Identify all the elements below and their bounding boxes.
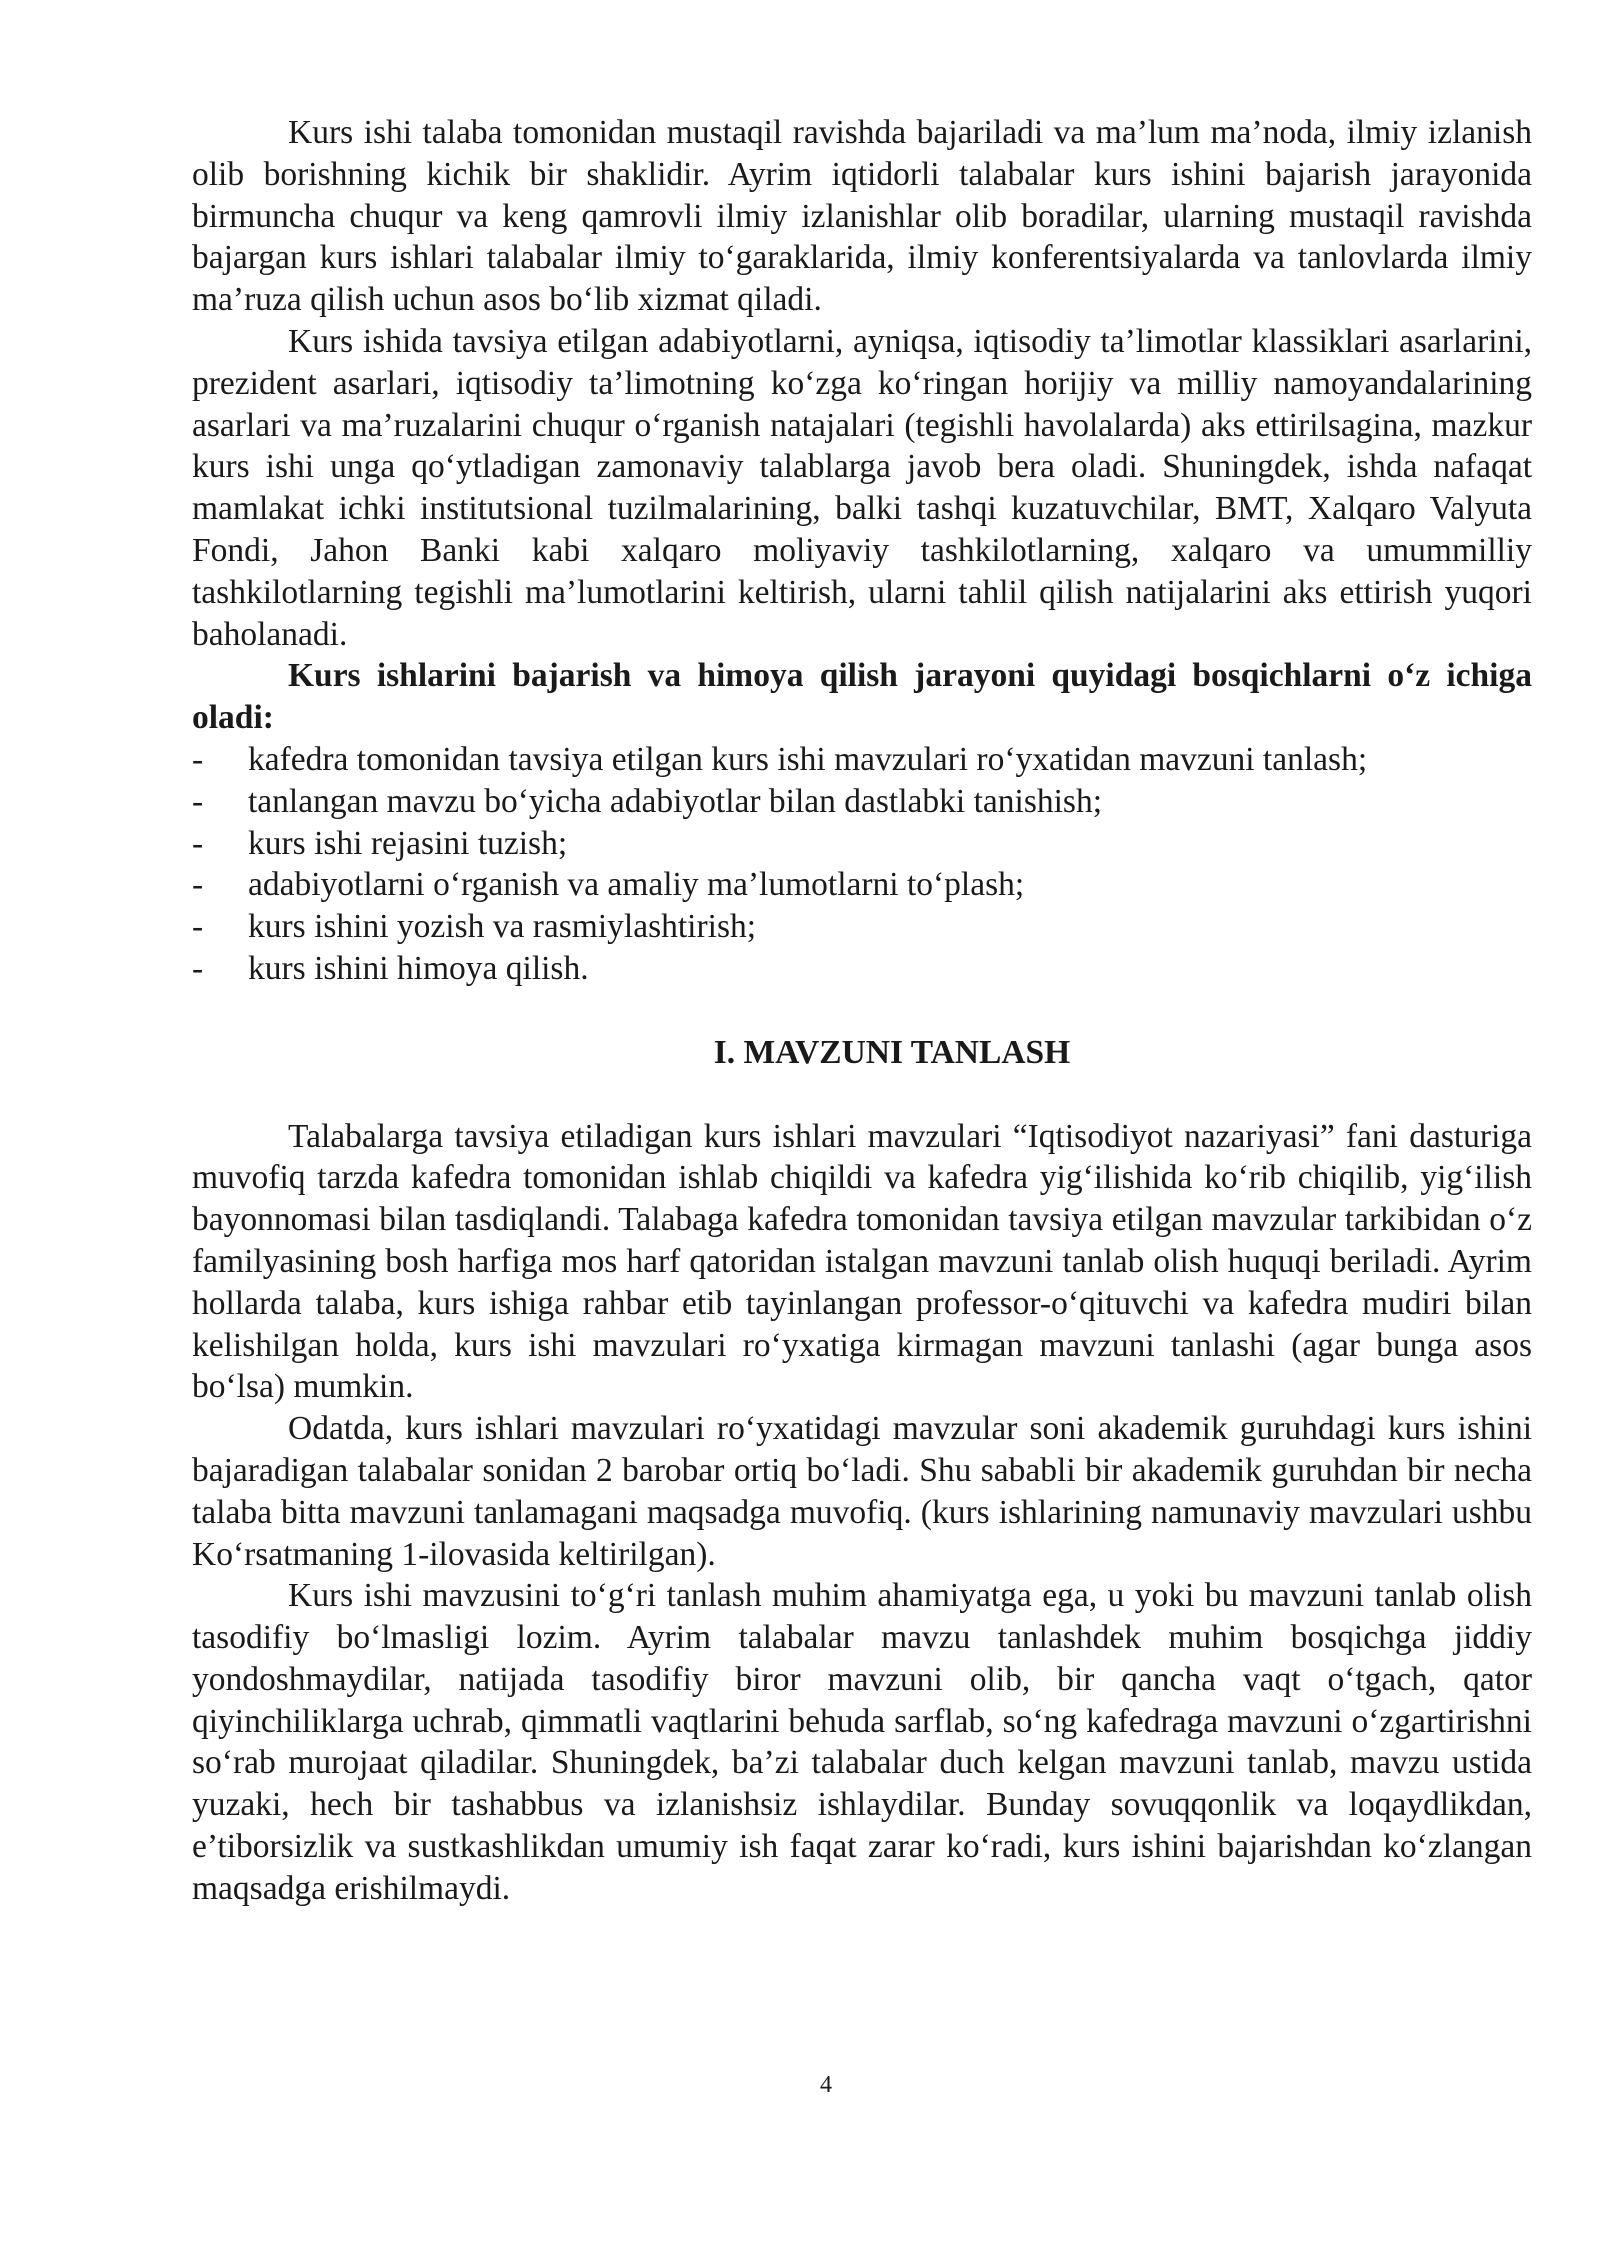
list-item bbox=[192, 739, 1532, 781]
list-item bbox=[192, 948, 1532, 990]
list-item-text: kurs ishini himoya qilish. bbox=[248, 949, 589, 987]
list-item-text: tanlangan mavzu bo‘yicha adabiyotlar bilan dastlabki tanishish; bbox=[248, 782, 1103, 820]
paragraph-topics: Talabalarga tavsiya etiladigan kurs ishlari mavzulari “Iqtisodiyot nazariyasi” fani dasturiga muvofiq tarzda kafedra tomonidan ishlab chiqildi va kafedra yig‘ilishida ko‘rib chiqilib, yig‘ilish bayonnomasi bilan tasdiqlandi. Talabaga kafedra tomonidan tavsiya etilgan mavzular tarkibidan o‘z familyasining bosh harfiga mos harf qatoridan istalgan mavzuni tanlab olish huquqi beriladi. Ayrim hollarda talaba, kurs ishiga rahbar etib tayinlangan professor-o‘qituvchi va kafedra mudiri bilan kelishilgan holda, kurs ishi mavzulari ro‘yxatiga kirmagan mavzuni tanlashi (agar bunga asos bo‘lsa) mumkin. bbox=[192, 1117, 1532, 1406]
list-item bbox=[192, 823, 1532, 865]
stages-heading: Kurs ishlarini bajarish va himoya qilish jarayoni quyidagi bosqichlarni o‘z ichiga oladi: bbox=[192, 657, 1532, 737]
dash-bullet: - bbox=[192, 740, 204, 778]
list-item-text: adabiyotlarni o‘rganish va amaliy ma’lumotlarni to‘plash; bbox=[248, 866, 1025, 904]
list-item-text: kurs ishini yozish va rasmiylashtirish; bbox=[248, 908, 757, 946]
dash-bullet: - bbox=[192, 824, 204, 862]
paragraph-literature: Kurs ishida tavsiya etilgan adabiyotlarni, ayniqsa, iqtisodiy ta’limotlar klassiklari asarlarini, prezident asarlari, iqtisodiy ta’limotning ko‘zga ko‘ringan horijiy va milliy namoyandalarining asarlari va ma’ruzalarini chuqur o‘rganish natajalari (tegishli havolalarda) aks ettirilsagina, mazkur kurs ishi unga qo‘ytladigan zamonaviy talablarga javob bera oladi. Shuningdek, ishda nafaqat mamlakat ichki institutsional tuzilmalarining, balki tashqi kuzatuvchilar, BMT, Xalqaro Valyuta Fondi, Jahon Banki kabi xalqaro moliyaviy tashkilotlarning, xalqaro va umummilliy tashkilotlarning tegishli ma’lumotlarini keltirish, ularni tahlil qilish natijalarini aks ettirish yuqori baholanadi. bbox=[192, 322, 1532, 653]
dash-bullet: - bbox=[192, 949, 204, 987]
paragraph-topic-choice: Kurs ishi mavzusini to‘g‘ri tanlash muhim ahamiyatga ega, u yoki bu mavzuni tanlab olish tasodifiy bo‘lmasligi lozim. Ayrim talabalar mavzu tanlashdek muhim bosqichga jiddiy yondoshmaydilar, natijada tasodifiy biror mavzuni olib, bir qancha vaqt o‘tgach, qator qiyinchiliklarga uchrab, qimmatli vaqtlarini behuda sarflab, so‘ng kafedraga mavzuni o‘zgartirishni so‘rab murojaat qiladilar. Shuningdek, ba’zi talabalar duch kelgan mavzuni tanlab, mavzu ustida yuzaki, hech bir tashabbus va izlanishsiz ishlaydilar. Bunday sovuqqonlik va loqaydlikdan, e’tiborsizlik va sustkashlikdan umumiy ish faqat zarar ko‘radi, kurs ishini bajarishdan ko‘zlangan maqsadga erishilmaydi. bbox=[192, 1577, 1532, 1907]
document-page bbox=[192, 112, 1532, 1910]
dash-bullet: - bbox=[192, 866, 204, 904]
list-item-text: kafedra tomonidan tavsiya etilgan kurs ishi mavzulari ro‘yxatidan mavzuni tanlash; bbox=[248, 740, 1368, 778]
dash-bullet: - bbox=[192, 782, 204, 820]
paragraph-topic-count: Odatda, kurs ishlari mavzulari ro‘yxatidagi mavzular soni akademik guruhdagi kurs ishini bajaradigan talabalar sonidan 2 barobar ortiq bo‘ladi. Shu sababli bir akademik guruhdan bir necha talaba bitta mavzuni tanlamagani maqsadga muvofiq. (kurs ishlarining namunaviy mavzulari ushbu Ko‘rsatmaning 1-ilovasida keltirilgan). bbox=[192, 1410, 1532, 1573]
section-title: I. MAVZUNI TANLASH bbox=[713, 1033, 1071, 1071]
dash-bullet: - bbox=[192, 908, 204, 946]
list-item bbox=[192, 864, 1532, 906]
paragraph-intro: Kurs ishi talaba tomonidan mustaqil ravishda bajariladi va ma’lum ma’noda, ilmiy izlanish olib borishning kichik bir shaklidir. Ayrim iqtidorli talabalar kurs ishini bajarish jarayonida birmuncha chuqur va keng qamrovli ilmiy izlanishlar olib boradilar, ularning mustaqil ravishda bajargan kurs ishlari talabalar ilmiy to‘garaklarida, ilmiy konferentsiyalarda va tanlovlarda ilmiy ma’ruza qilish uchun asos bo‘lib xizmat qiladi. bbox=[192, 114, 1532, 319]
list-item bbox=[192, 781, 1532, 823]
stages-list bbox=[192, 739, 1532, 990]
page-number: 4 bbox=[820, 2072, 832, 2098]
list-item-text: kurs ishi rejasini tuzish; bbox=[248, 824, 568, 862]
list-item bbox=[192, 906, 1532, 948]
